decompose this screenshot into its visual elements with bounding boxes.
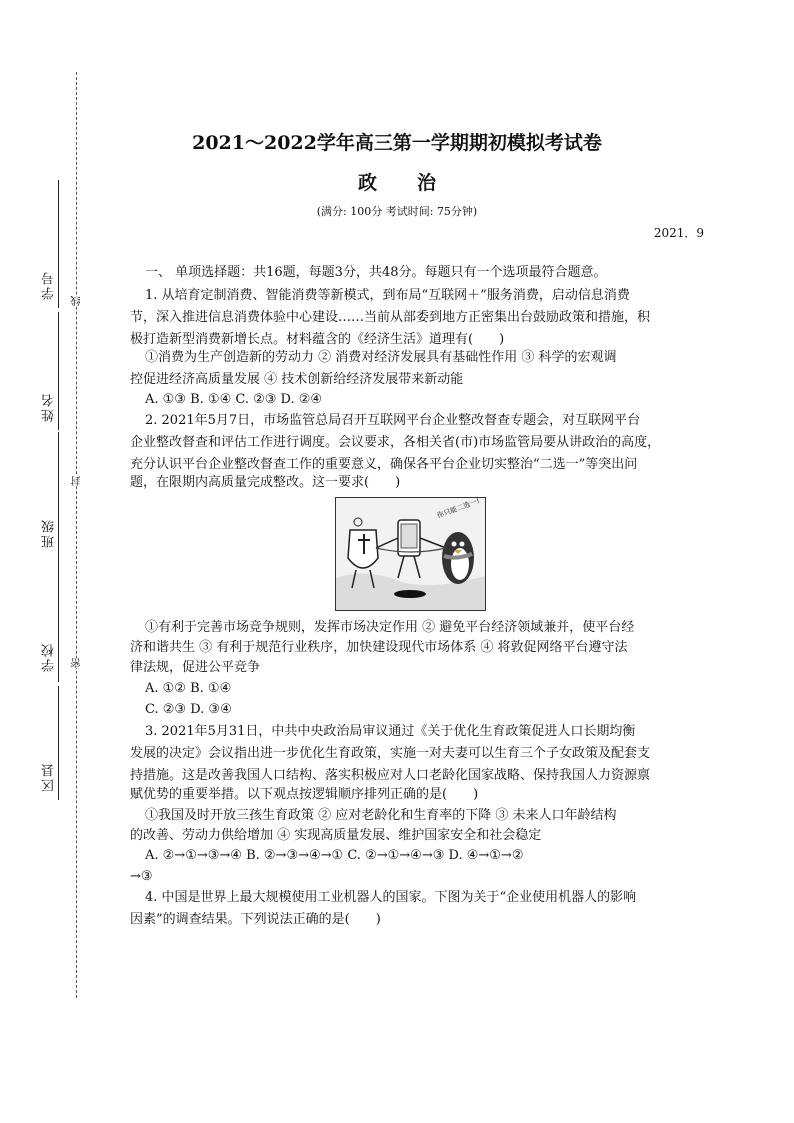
q1-choices: A. ①③ B. ①④ C. ②③ D. ②④ — [145, 392, 323, 407]
subject-title: 政治 — [357, 172, 476, 194]
tug-of-war-cartoon — [335, 497, 486, 611]
name-line — [58, 312, 59, 430]
q1-stem-line2: 节，深入推进信息消费体验中心建设……当前从部委到地方正密集出台鼓励政策和措施，积 — [130, 310, 651, 325]
q2-stem-line2: 企业整改督查和评估工作进行调度。会议要求，各相关省(市)市场监管局要从讲政治的高度， — [130, 435, 661, 450]
q4-stem-line1: 4. 中国是世界上最大规模使用工业机器人的国家。下图为关于“企业使用机器人的影响 — [145, 890, 637, 905]
school-label: 学校 — [42, 642, 57, 672]
seal-mark-secret: 密 — [72, 658, 83, 668]
q2-options-line2: 济和谐共生 ③ 有利于规范行业秩序，加快建设现代市场体系 ④ 将敦促网络平台遵守法 — [130, 640, 628, 655]
q1-stem-line3: 极打造新型消费新增长点。材料蕴含的《经济生活》道理有( ) — [130, 332, 505, 347]
q2-options-line1: ①有利于完善市场竞争规则，发挥市场决定作用 ② 避免平台经济领域兼并，使平台经 — [145, 620, 635, 635]
q1-options-line1: ①消费为生产创造新的劳动力 ② 消费对经济发展具有基础性作用 ③ 科学的宏观调 — [145, 350, 617, 365]
q3-choices-continued: →③ — [130, 869, 153, 884]
student-number-label: 学号 — [42, 270, 57, 300]
q3-stem-line4: 赋优势的重要举措。以下观点按逻辑顺序排列正确的是( ) — [130, 787, 479, 802]
penguin-figure — [442, 532, 474, 584]
q3-options-line2: 的改善、劳动力供给增加 ④ 实现高质量发展、维护国家安全和社会稳定 — [130, 828, 542, 843]
district-line — [58, 686, 59, 800]
q2-options-line3: 律法规，促进公平竞争 — [130, 660, 261, 675]
q2-stem-line1: 2. 2021年5月7日，市场监管总局召开互联网平台企业整改督查专题会，对互联网平台 — [145, 413, 641, 428]
student-number-line — [58, 180, 59, 308]
q3-choices: A. ②→①→③→④ B. ②→③→④→① C. ②→①→④→③ D. ④→①→② — [145, 848, 524, 863]
cartoon-caption: 你只能二选一! — [435, 498, 481, 520]
name-label: 姓名 — [42, 392, 57, 422]
q1-stem-line1: 1. 从培育定制消费、智能消费等新模式，到布局“互联网＋”服务消费，启动信息消费 — [145, 288, 630, 303]
q4-stem-line2: 因素”的调查结果。下列说法正确的是( ) — [130, 912, 381, 927]
q2-stem-line3: 充分认识平台企业整改督查工作的重要意义，确保各平台企业切实整治“二选一”等突出问 — [130, 457, 638, 472]
q3-stem-line3: 持措施。这是改善我国人口结构、落实积极应对人口老龄化国家战略、保持我国人力资源禀 — [130, 768, 651, 783]
school-line — [58, 560, 59, 682]
q3-options-line1: ①我国及时开放三孩生育政策 ② 应对老龄化和生育率的下降 ③ 未来人口年龄结构 — [145, 808, 617, 823]
district-label: 区县 — [42, 762, 57, 792]
q3-stem-line2: 发展的决定》会议指出进一步优化生育政策，实施一对夫妻可以生育三个子女政策及配套支 — [130, 746, 651, 761]
q2-choices-cd: C. ②③ D. ③④ — [145, 702, 232, 717]
q3-stem-line1: 3. 2021年5月31日，中共中央政治局审议通过《关于优化生育政策促进人口长期均衡 — [145, 724, 636, 739]
exam-title: 2021～2022学年高三第一学期期初模拟考试卷 — [192, 132, 602, 154]
q2-stem-line4: 题，在限期内高质量完成整改。这一要求( ) — [130, 475, 401, 490]
class-line — [58, 432, 59, 560]
seal-mark-seal: 封 — [72, 476, 83, 486]
class-label: 班级 — [42, 518, 57, 548]
exam-info: (满分: 100分 考试时间: 75分钟) — [316, 205, 478, 218]
q1-options-line2: 控促进经济高质量发展 ④ 技术创新给经济发展带来新动能 — [130, 372, 464, 387]
exam-date: 2021．9 — [653, 226, 704, 240]
seal-mark-line: 线 — [72, 296, 83, 306]
section-heading: 一、 单项选择题：共16题，每题3分，共48分。每题只有一个选项最符合题意。 — [145, 265, 607, 280]
q2-choices-ab: A. ①② B. ①④ — [145, 681, 232, 696]
